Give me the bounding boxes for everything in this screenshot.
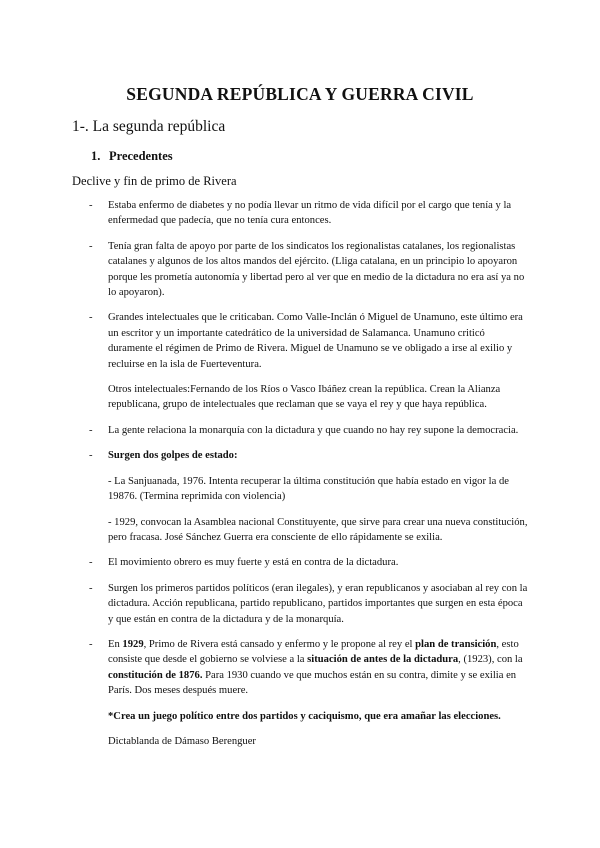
subsection-label: Precedentes [109, 149, 173, 163]
bullet-marker: - [89, 450, 93, 462]
list-item [89, 310, 529, 372]
list-item [89, 239, 529, 301]
bullet-marker: - [89, 200, 93, 211]
item-text: Grandes intelectuales que le criticaban. Como Valle-Inclán ó Miguel de Unamuno, este último era un escritor y un importante catedrático de la universidad de Salamanca. Unamuno criticó duramente el régimen de Primo de Rivera. Miguel de Unamuno se ve obligado a irse al exilio y recluirse en la isla de Fuerteventura. [108, 312, 523, 370]
text-run: Para 1930 cuando ve que muchos están en su contra, dimite y se exilia en París. Dos meses después muere. [108, 669, 517, 697]
list-item [89, 423, 529, 438]
bold-run: 1929 [122, 638, 144, 650]
item-text: La gente relaciona la monarquía con la dictadura y que cuando no hay rey supone la democracia. [108, 424, 519, 436]
document-title: SEGUNDA REPÚBLICA Y GUERRA CIVIL [126, 84, 474, 104]
text-run: , Primo de Rivera está cansado y enfermo y le propone al rey el [143, 638, 416, 650]
bullet-marker: - [89, 312, 93, 324]
item-paragraph: Otros intelectuales:Fernando de los Ríos o Vasco Ibáñez crean la república. Crean la Alianza republicana, grupo de intelectuales que reclaman que se vaya el rey y que haya república. [108, 384, 501, 411]
list-item [89, 555, 529, 570]
list-item [89, 637, 529, 699]
item-text-bold: Surgen dos golpes de estado: [108, 450, 238, 462]
note-text: *Crea un juego político entre dos partidos y caciquismo, que era amañar las elecciones. [108, 710, 501, 722]
section-heading: 1-. La segunda república [72, 118, 226, 135]
bullet-marker: - [89, 424, 93, 436]
item-text: El movimiento obrero es muy fuerte y está en contra de la dictadura. [108, 557, 399, 569]
text-run: En [108, 638, 123, 650]
bullet-marker: - [89, 240, 93, 252]
subsection-heading [91, 149, 173, 164]
list-item [89, 198, 529, 229]
list-item [89, 581, 529, 627]
item-text: Estaba enfermo de diabetes y no podía llevar un ritmo de vida difícil por el cargo que tenía y la enfermedad que padecía, que no tenía cura entonces. [108, 200, 512, 227]
list-item [89, 448, 529, 463]
bullet-list [89, 198, 529, 759]
bullet-marker: - [89, 638, 93, 650]
text-run: , (1923), con la [458, 654, 523, 666]
bold-run: situación de antes de la dictadura [307, 654, 459, 666]
item-paragraph: - La Sanjuanada, 1976. Intenta recuperar la última constitución que había estado en vigor la de 19876. (Termina reprimida con violencia) [108, 475, 509, 503]
topic-heading: Declive y fin de primo de Rivera [72, 174, 237, 188]
bullet-marker: - [89, 557, 93, 569]
item-text: Tenía gran falta de apoyo por parte de los sindicatos los regionalistas catalanes, los regionalistas catalanes y algunos de los altos mandos del ejército. (Lliga catalana, en un principio lo apoyaron porque les prometía autonomía y libertad pero al ver que en medio de la dictadura no era así ya no lo apoyaron). [108, 240, 525, 299]
note-paragraph [89, 709, 529, 724]
item-text [108, 639, 523, 696]
bold-run: plan de transición [415, 638, 497, 650]
bold-run: constitución de 1876. [108, 669, 203, 681]
item-paragraph: - 1929, convocan la Asamblea nacional Constituyente, que sirve para crear una nueva constitución, pero fracasa. José Sánchez Guerra era consciente de ello rápidamente se exilia. [108, 516, 528, 543]
subsection-number: 1. [91, 149, 101, 163]
item-text: Surgen los primeros partidos políticos (eran ilegales), y eran republicanos y asociaban al rey con la dictadura. Acción republicana, partido republicano, partidos importantes que surgen en esta época y que están en contra de la dictadura y de la monarquía. [108, 582, 528, 625]
text-run: , esto consiste que desde el gobierno se volviese a la [108, 638, 519, 666]
closing-paragraph: Dictablanda de Dámaso Berenguer [108, 735, 256, 747]
bullet-marker: - [89, 582, 93, 594]
